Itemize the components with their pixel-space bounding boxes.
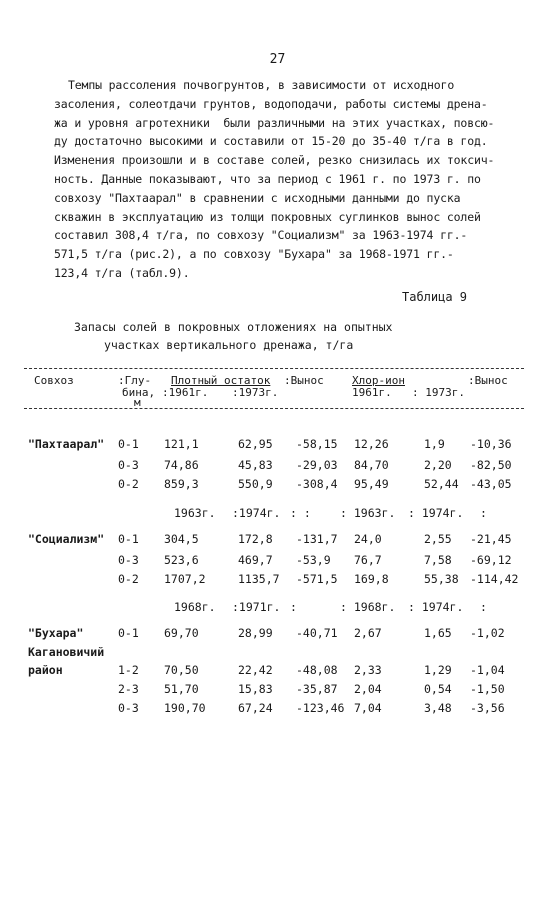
year-cell: : : [290,506,311,520]
depth-cell: 1-2 [118,663,139,677]
paragraph-line: скважин в эксплуатацию из толщи покровных суглинков вынос солей [54,209,481,224]
paragraph-line: составил 308,4 т/га, по совхозу "Социализм" за 1963-1974 гг.- [54,228,468,243]
header-removal-a: :Вынос [284,374,324,387]
year-cell: : 1963г. [340,506,396,520]
value-cell: 74,86 [164,458,199,472]
year-cell: : [290,600,297,614]
body-paragraph [54,76,524,283]
value-cell: -40,71 [296,626,338,640]
year-cell: : [480,506,487,520]
year-cell: : 1974г. [408,600,464,614]
header-top-rule [24,368,524,369]
value-cell: -58,15 [296,437,338,451]
value-cell: 84,70 [354,458,389,472]
value-cell: -82,50 [470,458,512,472]
value-cell: 169,8 [354,572,389,586]
depth-cell: 0-3 [118,553,139,567]
year-cell: 1968г. [174,600,216,614]
depth-cell: 0-2 [118,477,139,491]
paragraph-line: совхозу "Пахтаарал" в сравнении с исходными данными до пуска [54,190,461,205]
paragraph-line: ду достаточно высокими и составили от 15-20 до 35-40 т/га в год. [54,134,488,149]
value-cell: 51,70 [164,682,199,696]
value-cell: 12,26 [354,437,389,451]
depth-cell: 0-2 [118,572,139,586]
value-cell: 1,29 [424,663,452,677]
value-cell: 62,95 [238,437,273,451]
header-depth-2: бина, [122,386,156,399]
value-cell: -571,5 [296,572,338,586]
header-1973-a: :1973г. [232,386,279,399]
value-cell: 469,7 [238,553,273,567]
value-cell: -10,36 [470,437,512,451]
farm-name: "Социализм" [28,532,105,546]
paragraph-line: Темпы рассоления почвогрунтов, в зависимости от исходного [68,78,455,92]
farm-name: район [28,663,63,677]
year-cell: 1963г. [174,506,216,520]
header-depth: :Глу- [118,374,152,387]
table-header [0,368,555,408]
value-cell: -35,87 [296,682,338,696]
value-cell: 859,3 [164,477,199,491]
value-cell: -123,46 [296,701,345,715]
value-cell: 2,55 [424,532,452,546]
value-cell: 1135,7 [238,572,280,586]
table-label: Таблица 9 [402,290,468,304]
value-cell: 2,20 [424,458,452,472]
year-cell: :1974г. [232,506,281,520]
value-cell: -308,4 [296,477,338,491]
value-cell: 70,50 [164,663,199,677]
value-cell: 523,6 [164,553,199,567]
value-cell: -131,7 [296,532,338,546]
depth-cell: 0-3 [118,701,139,715]
value-cell: 22,42 [238,663,273,677]
header-depth-3: м [134,396,141,409]
value-cell: 1,65 [424,626,452,640]
caption-line: участках вертикального дренажа, т/га [104,338,354,352]
header-farm: Совхоз [34,374,74,387]
paragraph-line: 571,5 т/га (рис.2), а по совхозу "Бухара" за 1968-1971 гг.- [54,247,454,262]
value-cell: -1,02 [470,626,505,640]
year-cell: : 1968г. [340,600,396,614]
table-caption [74,318,393,354]
value-cell: -69,12 [470,553,512,567]
value-cell: -3,56 [470,701,505,715]
header-1973-b: : 1973г. [412,386,465,399]
value-cell: 67,24 [238,701,273,715]
paragraph-line: Изменения произошли и в составе солей, резко снизилась их токсич- [54,153,495,168]
value-cell: 7,04 [354,701,382,715]
header-1961-b: 1961г. [352,386,392,399]
value-cell: -43,05 [470,477,512,491]
value-cell: -48,08 [296,663,338,677]
header-1961-a: :1961г. [162,386,209,399]
value-cell: 121,1 [164,437,199,451]
value-cell: -53,9 [296,553,331,567]
value-cell: -21,45 [470,532,512,546]
year-cell: :1971г. [232,600,281,614]
value-cell: 3,48 [424,701,452,715]
depth-cell: 0-3 [118,458,139,472]
header-chlorine: Хлор-ион [352,374,405,387]
value-cell: 76,7 [354,553,382,567]
depth-cell: 0-1 [118,437,139,451]
value-cell: 45,83 [238,458,273,472]
value-cell: 55,38 [424,572,459,586]
paragraph-line: ность. Данные показывают, что за период с 1961 г. по 1973 г. по [54,171,481,186]
year-cell: : [480,600,487,614]
value-cell: -114,42 [470,572,519,586]
value-cell: 1,9 [424,437,445,451]
depth-cell: 0-1 [118,626,139,640]
value-cell: 2,33 [354,663,382,677]
value-cell: 304,5 [164,532,199,546]
value-cell: 24,0 [354,532,382,546]
page-number: 27 [269,52,286,67]
value-cell: 2,67 [354,626,382,640]
value-cell: 0,54 [424,682,452,696]
header-removal-b: :Вынос [468,374,508,387]
value-cell: 69,70 [164,626,199,640]
value-cell: -1,50 [470,682,505,696]
farm-name: Кагановичий [28,645,105,659]
value-cell: -1,04 [470,663,505,677]
value-cell: 2,04 [354,682,382,696]
value-cell: 172,8 [238,532,273,546]
farm-name: "Пахтаарал" [28,437,105,451]
depth-cell: 2-3 [118,682,139,696]
depth-cell: 0-1 [118,532,139,546]
value-cell: 1707,2 [164,572,206,586]
header-dense-residue: Плотный остаток [171,374,271,387]
value-cell: -29,03 [296,458,338,472]
value-cell: 52,44 [424,477,459,491]
paragraph-line: жа и уровня агротехники были различными на этих участках, повсю- [54,115,495,130]
year-cell: : 1974г. [408,506,464,520]
value-cell: 190,70 [164,701,206,715]
paragraph-line: 123,4 т/га (табл.9). [54,265,190,280]
value-cell: 28,99 [238,626,273,640]
header-bottom-rule [24,408,524,409]
value-cell: 15,83 [238,682,273,696]
paragraph-line: засоления, солеотдачи грунтов, водоподачи, работы системы дрена- [54,96,488,111]
caption-line: Запасы солей в покровных отложениях на опытных [74,320,393,334]
value-cell: 550,9 [238,477,273,491]
value-cell: 7,58 [424,553,452,567]
farm-name: "Бухара" [28,626,84,640]
value-cell: 95,49 [354,477,389,491]
